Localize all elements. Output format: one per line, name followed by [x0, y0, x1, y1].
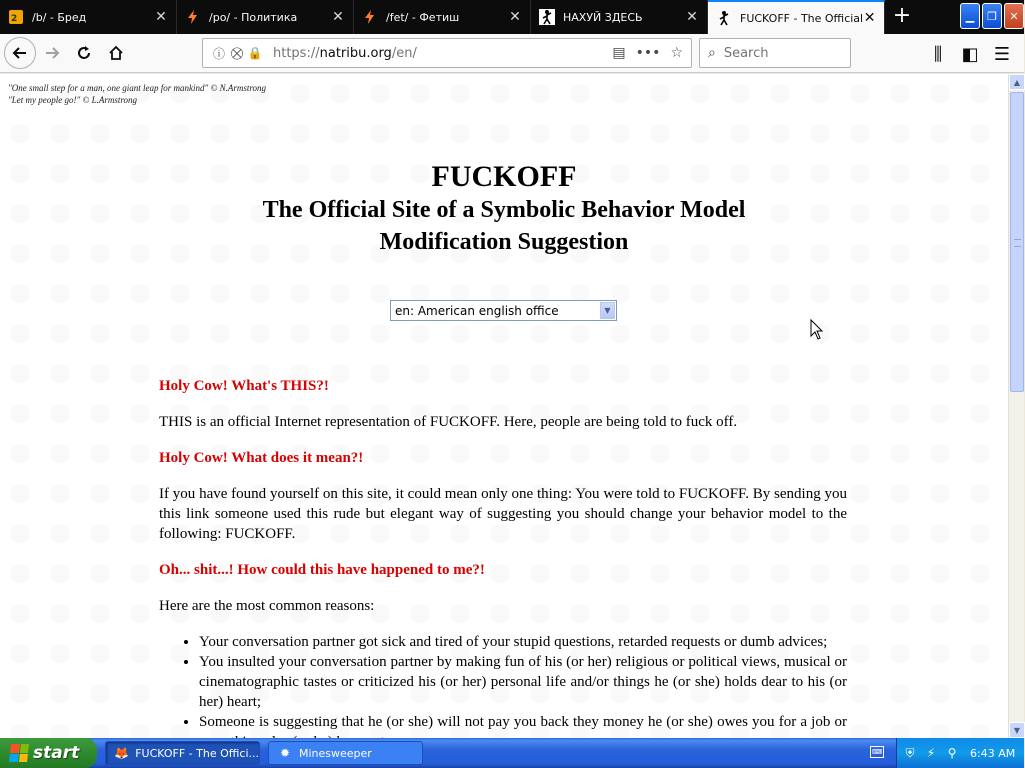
- info-icon[interactable]: ⓘ: [212, 46, 225, 61]
- menu-button[interactable]: [986, 38, 1018, 70]
- paragraph: If you have found yourself on this site, it could mean only one thing: You were told to FUCKOFF. By sending you this link someone used this rude but elegant way of suggesting you should change your behavior model to the following: FUCKOFF.: [159, 486, 847, 542]
- mine-icon: ✹: [279, 746, 291, 760]
- firefox-icon: 🦊: [114, 746, 130, 760]
- list-item: • Someone is suggesting that he (or she) will not pay you back they money he (or she) owes you for a job or: [199, 712, 847, 752]
- tab-title: /b/ - Бред: [32, 10, 87, 24]
- paragraph: THIS is an official Internet representation of FUCKOFF. Here, people are being told to fuck off.: [159, 414, 738, 430]
- library-icon: ⫼: [933, 43, 943, 65]
- address-bar[interactable]: [202, 38, 692, 68]
- title-main: FUCKOFF: [431, 160, 577, 193]
- question-heading: Holy Cow! What does it mean?!: [159, 450, 364, 466]
- close-window-icon[interactable]: ✕: [1004, 3, 1024, 29]
- tab-title: НАХУЙ ЗДЕСЬ: [563, 10, 643, 24]
- title-line-1: The Official Site of a Symbolic Behavior Model: [262, 197, 746, 223]
- minimize-icon[interactable]: ▁: [960, 3, 980, 29]
- tab-strip: [0, 0, 1024, 34]
- restore-icon[interactable]: ❐: [982, 3, 1002, 29]
- tab-po[interactable]: [177, 0, 354, 34]
- lock-warning-icon[interactable]: 🔒: [247, 46, 263, 60]
- close-tab-icon[interactable]: ✕: [155, 9, 167, 25]
- title-line-2: Modification Suggestion: [379, 229, 629, 255]
- hamburger-icon: ☰: [993, 43, 1011, 65]
- start-label: start: [33, 743, 80, 763]
- navigation-toolbar: [0, 34, 1024, 73]
- system-tray: [896, 738, 1024, 768]
- tab-title: /po/ - Политика: [209, 10, 298, 24]
- lightning-icon: [185, 9, 201, 25]
- taskbar-item-minesweeper[interactable]: [268, 741, 423, 765]
- taskbar-item-label: Minesweeper: [299, 746, 372, 760]
- close-tab-icon[interactable]: ✕: [863, 10, 876, 26]
- url-text[interactable]: https://natribu.org/en/: [273, 45, 417, 61]
- search-placeholder: Search: [723, 45, 769, 61]
- close-tab-icon[interactable]: ✕: [332, 9, 344, 25]
- sidebar-icon: ◧: [961, 43, 979, 65]
- list-item: • Your conversation partner got sick and tired of your stupid questions, retarded requests or dumb advices;: [199, 632, 847, 652]
- language-select-value: en: American english office: [395, 303, 559, 318]
- tracking-icon[interactable]: ⛒: [230, 45, 244, 60]
- tab-title: /fet/ - Фетиш: [386, 10, 460, 24]
- tab-b[interactable]: [0, 0, 177, 34]
- bookmark-star-icon[interactable]: ☆: [670, 45, 683, 61]
- paragraph: Here are the most common reasons:: [159, 598, 375, 614]
- figure-icon: [539, 9, 555, 25]
- mouse-cursor-icon: [810, 319, 824, 341]
- library-button[interactable]: [922, 38, 954, 70]
- back-button[interactable]: [4, 37, 36, 69]
- tab-nahuy[interactable]: [531, 0, 708, 34]
- taskbar-item-firefox[interactable]: [105, 741, 260, 765]
- sidebar-button[interactable]: [954, 38, 986, 70]
- keyboard-icon[interactable]: ⌨: [871, 748, 883, 756]
- arrow-left-icon: [12, 45, 28, 61]
- page-actions-icon[interactable]: •••: [635, 45, 661, 61]
- question-heading: Holy Cow! What's THIS?!: [159, 378, 329, 394]
- question-heading: Oh... shit...! How could this have happened to me?!: [159, 562, 485, 578]
- scroll-down-icon[interactable]: ▼: [1009, 722, 1025, 738]
- window-controls: [958, 0, 1024, 34]
- language-select[interactable]: [390, 300, 617, 321]
- arrow-right-icon: [44, 45, 60, 61]
- web-page: [0, 74, 1008, 738]
- search-input[interactable]: [699, 38, 851, 68]
- close-tab-icon[interactable]: ✕: [686, 9, 698, 25]
- page-title: [0, 160, 1008, 258]
- new-tab-button[interactable]: +: [892, 3, 912, 28]
- figure-icon: [716, 10, 732, 26]
- scrollbar-thumb[interactable]: [1010, 92, 1024, 392]
- toolbar-right: [922, 38, 1018, 70]
- vertical-scrollbar[interactable]: [1008, 74, 1024, 738]
- close-tab-icon[interactable]: ✕: [509, 9, 521, 25]
- taskbar-item-label: FUCKOFF - The Offici...: [135, 746, 259, 760]
- home-button[interactable]: [100, 37, 132, 69]
- list-item: • You insulted your conversation partner by making fun of his (or her) religious or political views, musical or cinematographic tastes or criticized his (or her) personal life and/or things he (or she) holds dear to his (or her) heart;: [199, 652, 847, 712]
- reasons-list: [199, 632, 847, 752]
- start-button[interactable]: [0, 738, 97, 768]
- scroll-up-icon[interactable]: ▲: [1009, 74, 1025, 90]
- reader-view-icon[interactable]: ▤: [612, 45, 626, 61]
- 2ch-icon: [8, 9, 24, 25]
- tab-title: FUCKOFF - The Official: [740, 11, 864, 25]
- forward-button[interactable]: [36, 37, 68, 69]
- main-content: [159, 376, 847, 752]
- network-icon[interactable]: ⚡: [926, 746, 936, 760]
- security-shield-icon[interactable]: ⛨: [905, 745, 915, 760]
- tab-fet[interactable]: [354, 0, 531, 34]
- quotes: [8, 82, 266, 106]
- search-tray-icon[interactable]: ⚲: [947, 746, 957, 760]
- chevron-down-icon[interactable]: ▼: [600, 302, 615, 319]
- tab-fuckoff[interactable]: [708, 0, 885, 34]
- clock[interactable]: 6:43 AM: [970, 746, 1016, 760]
- lightning-icon: [362, 9, 378, 25]
- reload-icon: [76, 45, 92, 61]
- quote-2: "Let my people go!" © L.Armstrong: [8, 95, 138, 105]
- home-icon: [108, 45, 124, 61]
- quote-1: "One small step for a man, one giant leap for mankind" © N.Armstrong: [8, 83, 267, 93]
- svg-text:2: 2: [11, 14, 18, 24]
- search-icon: ⌕: [708, 45, 716, 61]
- windows-logo-icon: [9, 744, 29, 762]
- windows-taskbar: [0, 738, 1024, 768]
- reload-button[interactable]: [68, 37, 100, 69]
